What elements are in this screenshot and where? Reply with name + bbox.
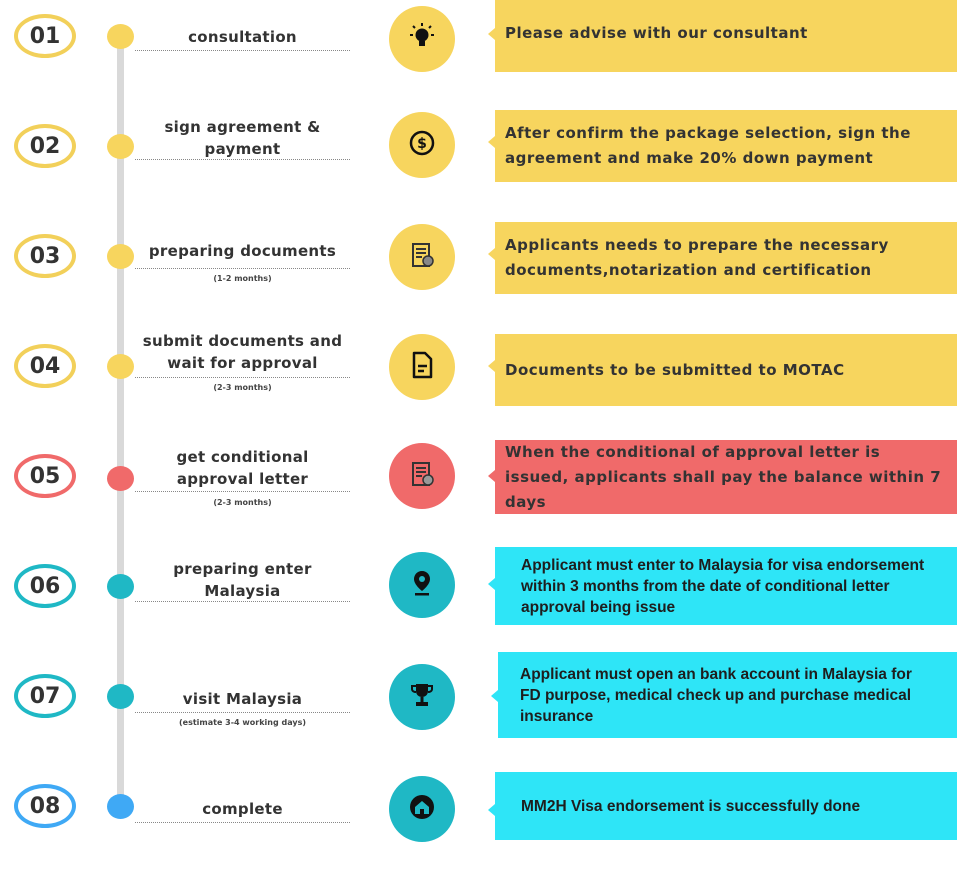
- step-title-box: [135, 798, 350, 820]
- home-icon: [406, 791, 438, 827]
- file-icon: [406, 349, 438, 385]
- step-number: 05: [29, 463, 61, 489]
- timeline-dot: [107, 24, 134, 49]
- step-number: 07: [29, 683, 61, 709]
- step-icon-circle: [389, 443, 455, 509]
- step-description: Documents to be submitted to MOTAC: [505, 360, 845, 379]
- step-description: After confirm the package selection, sign the agreement and make 20% down payment: [505, 124, 911, 167]
- step-subtitle: (2-3 months): [213, 383, 272, 392]
- step-06: [0, 550, 957, 660]
- divider: [135, 822, 350, 823]
- step-description: MM2H Visa endorsement is successfully done: [521, 797, 861, 815]
- step-number-circle: [14, 454, 76, 498]
- step-description-box: [498, 652, 957, 738]
- certificate-document-icon: [406, 239, 438, 275]
- callout-arrow: [488, 360, 495, 372]
- divider: [135, 491, 350, 492]
- step-number: 02: [29, 133, 61, 159]
- step-number: 04: [29, 353, 61, 379]
- step-number-circle: [14, 674, 76, 718]
- step-number-circle: [14, 124, 76, 168]
- divider: [135, 377, 350, 378]
- lightbulb-icon: [406, 21, 438, 57]
- timeline-dot: [107, 574, 134, 599]
- step-07: [0, 660, 957, 770]
- step-subtitle-box: [135, 496, 350, 507]
- step-subtitle: (estimate 3-4 working days): [178, 718, 307, 727]
- divider: [135, 159, 350, 160]
- certificate-document-icon: [406, 458, 438, 494]
- step-08: [0, 770, 957, 880]
- step-number: 06: [29, 573, 61, 599]
- step-description-box: [495, 222, 957, 294]
- step-title-box: [135, 26, 350, 48]
- step-title-box: [135, 330, 350, 374]
- step-description: Applicant must open an bank account in Malaysia for FD purpose, medical check up and purchase medical insurance: [520, 665, 912, 725]
- callout-arrow: [488, 804, 495, 816]
- step-01: [0, 0, 957, 110]
- step-title-box: [135, 558, 350, 602]
- callout-arrow: [491, 690, 498, 702]
- step-subtitle: (2-3 months): [213, 498, 272, 507]
- callout-arrow: [488, 578, 495, 590]
- divider: [135, 50, 350, 51]
- timeline-dot: [107, 466, 134, 491]
- callout-arrow: [488, 248, 495, 260]
- divider: [135, 601, 350, 602]
- step-number-circle: [14, 564, 76, 608]
- step-number-circle: [14, 234, 76, 278]
- step-number-circle: [14, 344, 76, 388]
- step-description: Applicant must enter to Malaysia for visa endorsement within 3 months from the date of conditional letter approval being issue: [521, 556, 925, 616]
- divider: [135, 268, 350, 269]
- timeline-dot: [107, 354, 134, 379]
- step-number: 08: [29, 793, 61, 819]
- step-description-box: [495, 440, 957, 514]
- step-title-box: [135, 688, 350, 710]
- step-title: visit Malaysia: [182, 690, 303, 708]
- callout-arrow: [488, 470, 495, 482]
- step-icon-circle: [389, 776, 455, 842]
- trophy-icon: [406, 679, 438, 715]
- step-04: [0, 330, 957, 440]
- timeline-dot: [107, 794, 134, 819]
- step-title: get conditional approval letter: [176, 448, 309, 488]
- step-subtitle: (1-2 months): [213, 274, 272, 283]
- step-title: complete: [202, 800, 283, 818]
- step-description-box: [495, 110, 957, 182]
- step-title: preparing documents: [148, 242, 337, 260]
- dollar-coin-icon: [406, 127, 438, 163]
- step-description-box: [495, 772, 957, 840]
- callout-arrow: [488, 28, 495, 40]
- step-title-box: [135, 446, 350, 490]
- step-description-box: [495, 334, 957, 406]
- step-subtitle-box: [135, 381, 350, 392]
- step-icon-circle: [389, 224, 455, 290]
- step-subtitle-box: [135, 716, 350, 727]
- step-number-circle: [14, 14, 76, 58]
- step-icon-circle: [389, 112, 455, 178]
- step-icon-circle: [389, 664, 455, 730]
- svg-text:$: $: [417, 136, 427, 152]
- step-title: submit documents and wait for approval: [142, 332, 343, 372]
- step-icon-circle: [389, 334, 455, 400]
- step-description-box: [495, 0, 957, 72]
- step-icon-circle: [389, 6, 455, 72]
- timeline-dot: [107, 134, 134, 159]
- step-03: [0, 220, 957, 330]
- step-05: [0, 440, 957, 550]
- step-description: When the conditional of approval letter is issued, applicants shall pay the balance within 7 days: [505, 442, 942, 511]
- step-description: Applicants needs to prepare the necessary documents,notarization and certification: [505, 236, 889, 279]
- step-description: Please advise with our consultant: [505, 24, 808, 42]
- callout-arrow: [488, 136, 495, 148]
- step-title-box: [135, 116, 350, 160]
- timeline-dot: [107, 244, 134, 269]
- step-number-circle: [14, 784, 76, 828]
- step-title-box: [135, 240, 350, 262]
- step-number: 03: [29, 243, 61, 269]
- step-title: consultation: [188, 28, 297, 46]
- step-subtitle-box: [135, 272, 350, 283]
- step-icon-circle: [389, 552, 455, 618]
- step-description-box: [495, 547, 957, 625]
- step-title: preparing enter Malaysia: [173, 560, 312, 600]
- step-number: 01: [29, 23, 61, 49]
- step-title: sign agreement & payment: [164, 118, 321, 158]
- divider: [135, 712, 350, 713]
- timeline-dot: [107, 684, 134, 709]
- step-02: [0, 110, 957, 220]
- location-pin-icon: [406, 567, 438, 603]
